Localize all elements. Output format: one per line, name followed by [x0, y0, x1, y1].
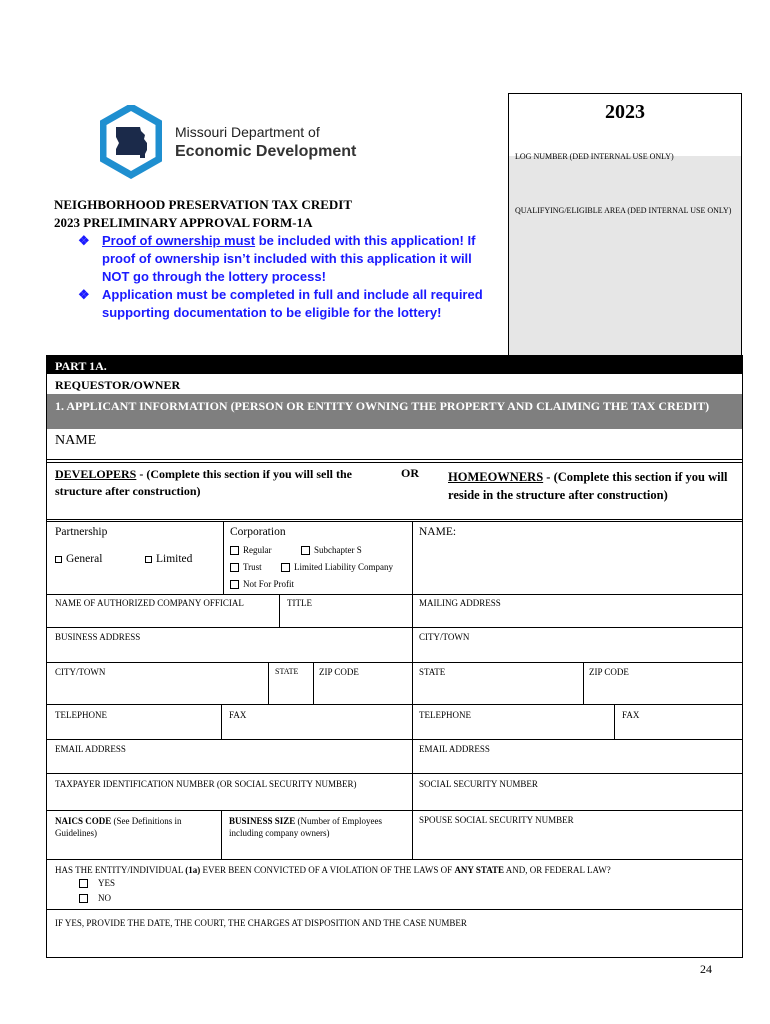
log-number-label: LOG NUMBER (DED INTERNAL USE ONLY)	[515, 152, 674, 161]
form-subtitle: 2023 PRELIMINARY APPROVAL FORM-1A	[54, 215, 313, 230]
developers-heading: DEVELOPERS - (Complete this section if you will sell the structure after construction)	[55, 467, 353, 498]
fax-right-label: FAX	[622, 710, 640, 720]
ssn-label: SOCIAL SECURITY NUMBER	[419, 779, 538, 789]
conviction-question: HAS THE ENTITY/INDIVIDUAL (1a) EVER BEEN CONVICTED OF A VIOLATION OF THE LAWS OF ANY STATE AND, OR FEDERAL LAW?	[55, 865, 611, 875]
naics-code-label: NAICS CODE (See Definitions in Guidelines)	[55, 816, 182, 838]
trust-checkbox[interactable]: Trust	[230, 562, 262, 572]
form-year: 2023	[509, 94, 741, 157]
completion-notice	[78, 286, 498, 322]
name-label: NAME	[55, 433, 97, 448]
internal-use-box	[508, 93, 742, 355]
part-label: PART 1A.	[55, 359, 107, 373]
corporation-label: Corporation	[230, 526, 286, 538]
page-number: 24	[700, 962, 712, 976]
yes-checkbox[interactable]: YES	[79, 878, 115, 888]
partnership-label: Partnership	[55, 526, 108, 538]
regular-checkbox[interactable]: Regular	[230, 545, 272, 555]
fax-left-label: FAX	[229, 710, 247, 720]
telephone-left-label: TELEPHONE	[55, 710, 107, 720]
applicant-form	[46, 355, 743, 958]
completion-notice-text: Application must be completed in full and include all required supporting documentation to be eligible for the lottery!	[102, 287, 483, 320]
business-size-label: BUSINESS SIZE (Number of Employees including company owners)	[229, 816, 383, 838]
or-label: OR	[401, 466, 419, 480]
section-1-heading: 1. APPLICANT INFORMATION (PERSON OR ENTITY OWNING THE PROPERTY AND CLAIMING THE TAX CREDIT)	[55, 399, 710, 413]
state-right-label: STATE	[419, 667, 446, 677]
missouri-logo-icon	[100, 105, 162, 179]
telephone-right-label: TELEPHONE	[419, 710, 471, 720]
city-town-right-label: CITY/TOWN	[419, 632, 470, 642]
diamond-bullet-icon: ❖	[78, 287, 90, 302]
subchapter-s-checkbox[interactable]: Subchapter S	[301, 545, 362, 555]
notice-rest: be included with this application! If proof of ownership isn’t included with this application it will NOT go through the lottery process!	[102, 233, 476, 284]
llc-checkbox[interactable]: Limited Liability Company	[281, 562, 393, 572]
homeowner-name-label: NAME:	[419, 526, 457, 538]
log-number-area	[509, 156, 741, 356]
notice-underlined: Proof of ownership must	[102, 233, 256, 248]
qualifying-area-label: QUALIFYING/ELIGIBLE AREA (DED INTERNAL USE ONLY)	[515, 206, 732, 215]
limited-checkbox[interactable]: Limited	[145, 553, 192, 565]
form-title: NEIGHBORHOOD PRESERVATION TAX CREDIT	[54, 197, 352, 212]
email-left-label: EMAIL ADDRESS	[55, 744, 126, 754]
zip-left-label: ZIP CODE	[319, 667, 359, 677]
not-for-profit-checkbox[interactable]: Not For Profit	[230, 579, 294, 589]
authorized-official-label: NAME OF AUTHORIZED COMPANY OFFICIAL	[55, 598, 244, 608]
proof-of-ownership-notice	[78, 232, 498, 286]
if-yes-instructions: IF YES, PROVIDE THE DATE, THE COURT, THE CHARGES AT DISPOSITION AND THE CASE NUMBER	[55, 918, 467, 928]
part-bar	[47, 356, 742, 374]
business-address-label: BUSINESS ADDRESS	[55, 632, 141, 642]
diamond-bullet-icon: ❖	[78, 233, 90, 248]
email-right-label: EMAIL ADDRESS	[419, 744, 490, 754]
mailing-address-label: MAILING ADDRESS	[419, 598, 501, 608]
city-town-left-label: CITY/TOWN	[55, 667, 106, 677]
general-checkbox[interactable]: General	[55, 553, 102, 565]
no-checkbox[interactable]: NO	[79, 893, 111, 903]
zip-right-label: ZIP CODE	[589, 667, 629, 677]
logo-line1: Missouri Department of	[175, 124, 320, 140]
state-left-label: STATE	[275, 667, 299, 676]
spouse-ssn-label: SPOUSE SOCIAL SECURITY NUMBER	[419, 815, 574, 825]
homeowners-heading: HOMEOWNERS - (Complete this section if you will reside in the structure after construction)	[448, 470, 728, 502]
title-label: TITLE	[287, 598, 312, 608]
logo-line2: Economic Development	[175, 143, 357, 160]
requestor-owner-label: REQUESTOR/OWNER	[55, 378, 181, 392]
taxpayer-id-label: TAXPAYER IDENTIFICATION NUMBER (OR SOCIAL SECURITY NUMBER)	[55, 779, 357, 789]
